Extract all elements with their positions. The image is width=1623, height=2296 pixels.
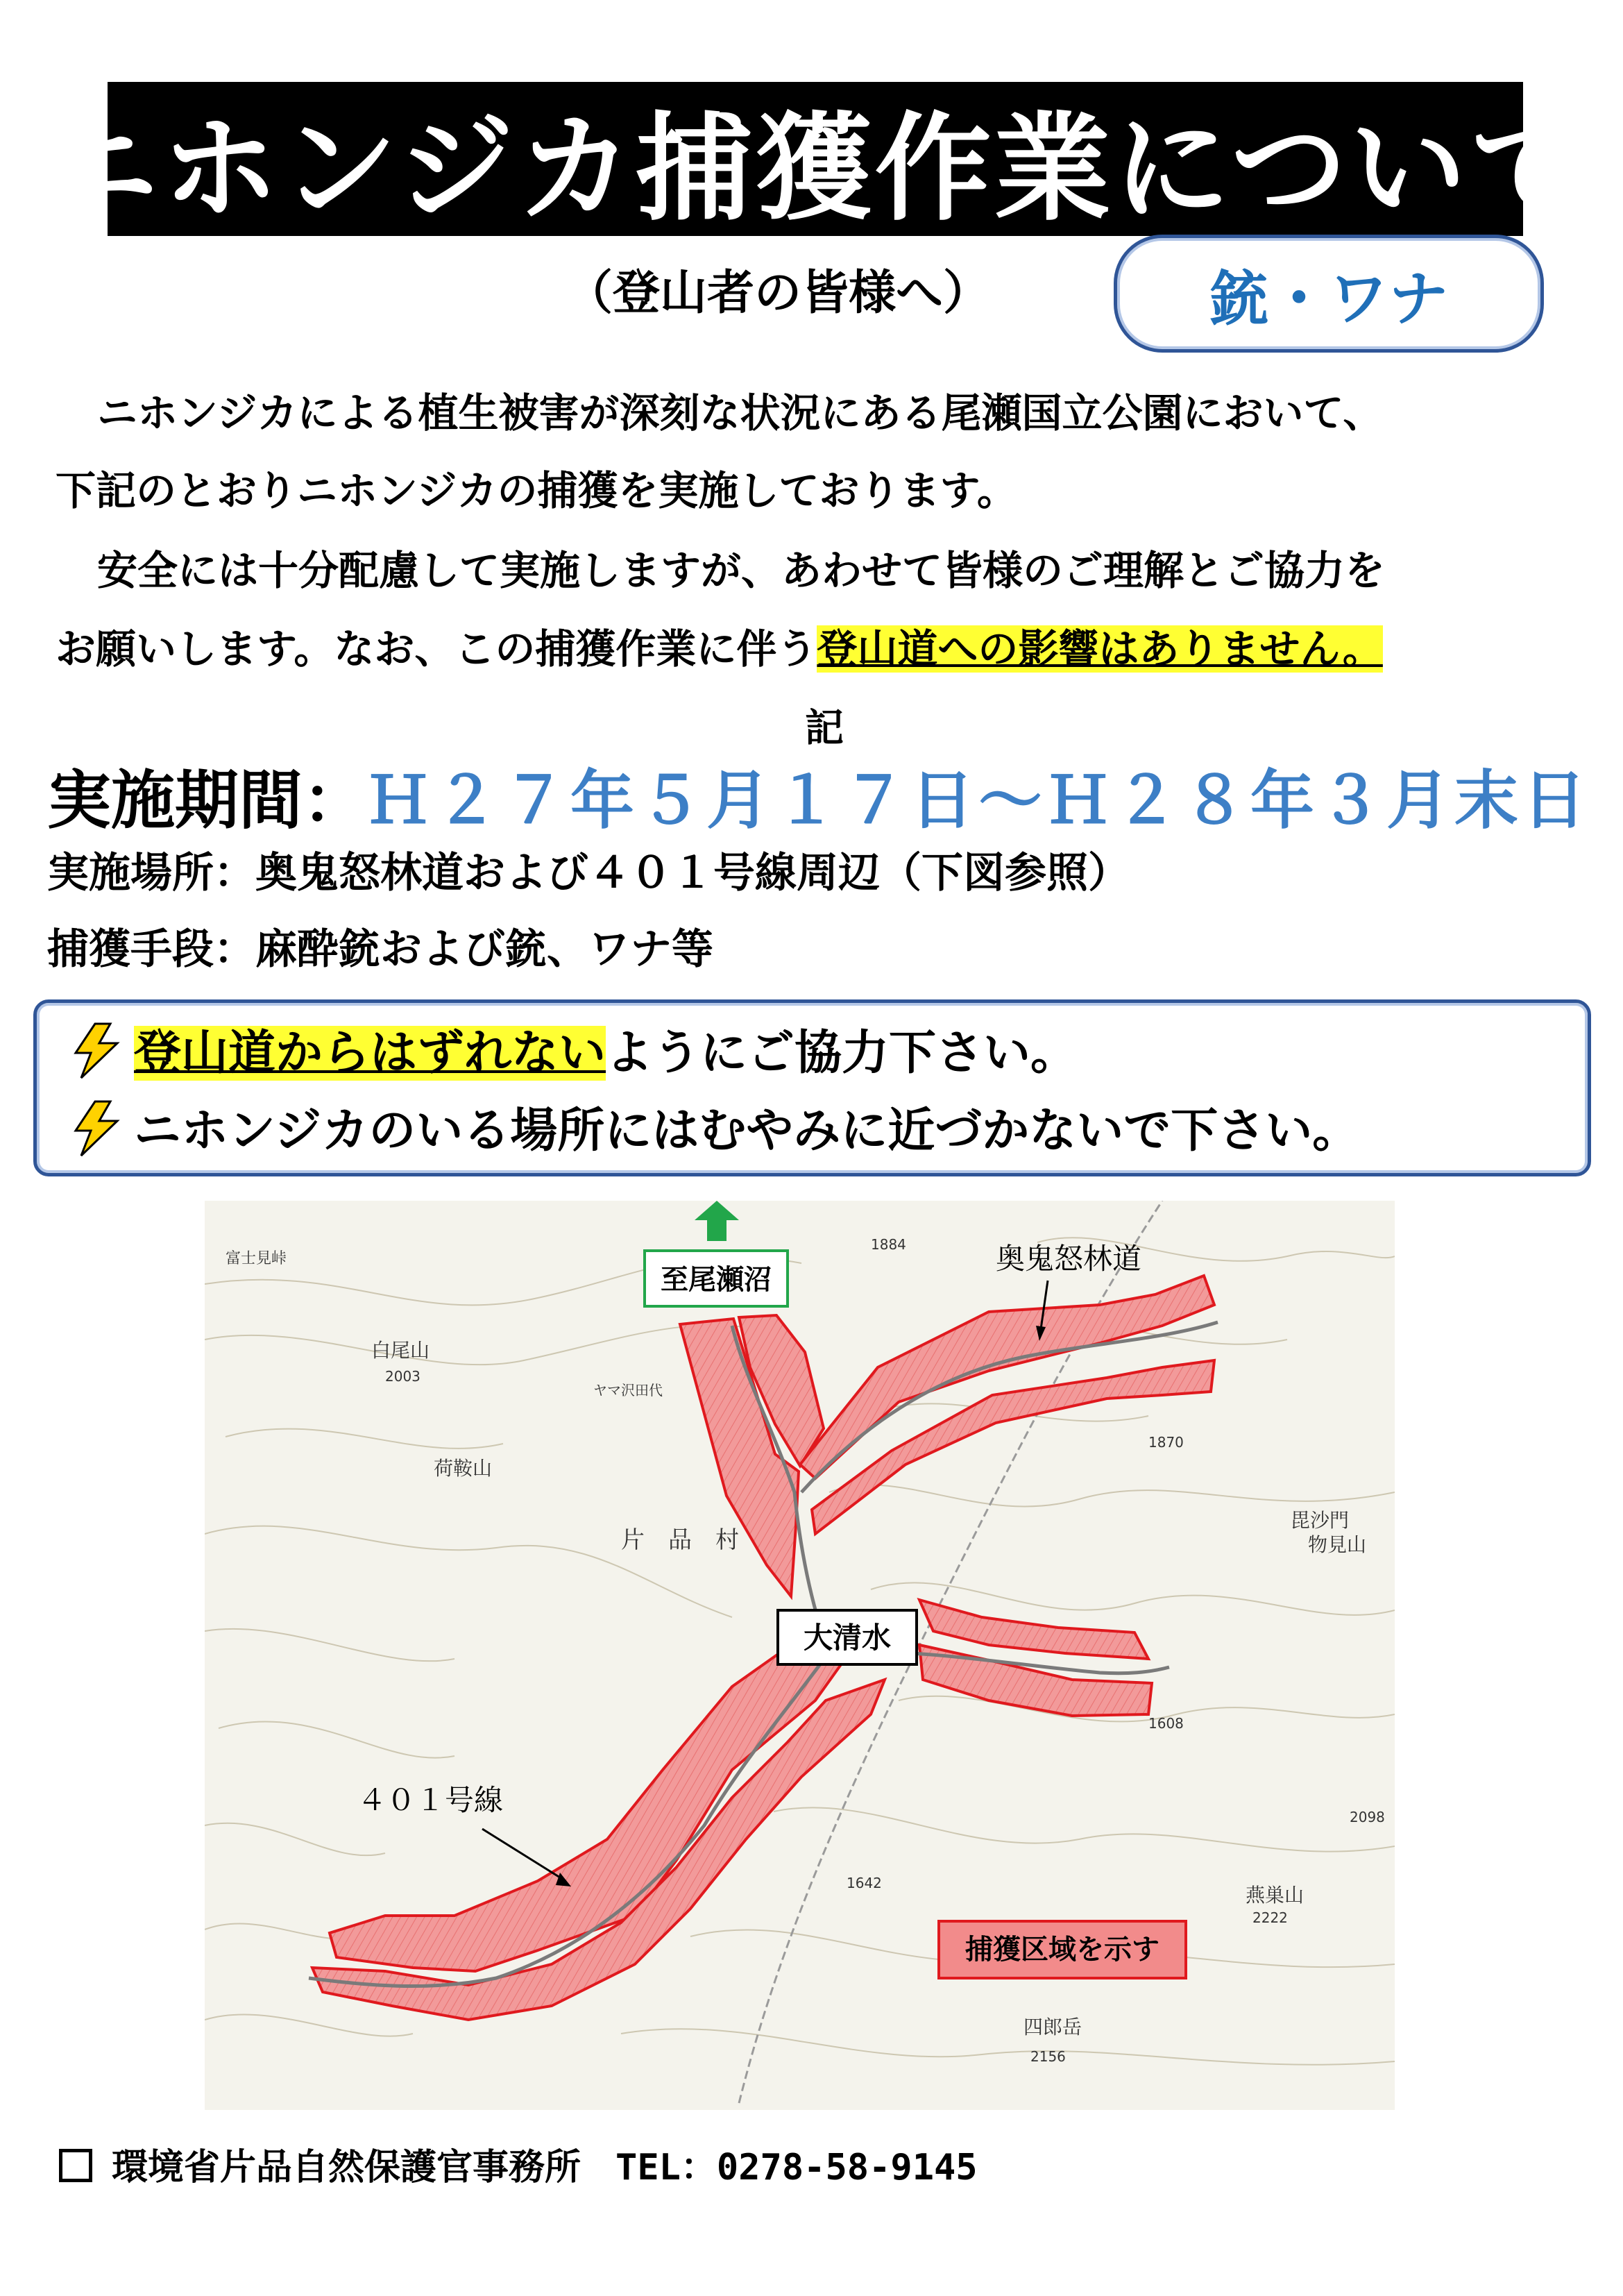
intro-line-4 <box>56 616 1383 675</box>
office-tel: TEL：0278-58-9145 <box>615 2147 978 2188</box>
method-badge: 銃・ワナ <box>1114 235 1544 353</box>
intro-line-4-text: お願いします。なお、この捕獲作業に伴う <box>56 625 817 673</box>
place-tsubakura: 燕巣山 <box>1246 1884 1305 1907</box>
period-line <box>47 750 1590 841</box>
method-line: 捕獲手段：麻酔銃および銃、ワナ等 <box>47 925 713 974</box>
capture-area-map <box>205 1201 1395 2110</box>
ki-heading: 記 <box>805 706 844 751</box>
elev-2003: 2003 <box>385 1368 420 1385</box>
label-oze: 至尾瀬沼 <box>661 1264 772 1296</box>
place-yamasawa: ヤマ沢田代 <box>593 1382 663 1399</box>
location-line: 実施場所：奥鬼怒林道および４０１号線周辺（下図参照） <box>47 849 1130 897</box>
period-value: Ｈ２７年５月１７日～Ｈ２８年３月末日 <box>366 763 1591 838</box>
notice-box <box>33 999 1591 1176</box>
trail-no-impact-highlight: 登山道への影響はありません。 <box>817 625 1383 673</box>
footer <box>59 2138 978 2190</box>
intro-line-3: 安全には十分配慮して実施しますが、あわせて皆様のご理解とご協力を <box>97 547 1386 594</box>
elev-1608: 1608 <box>1148 1715 1184 1732</box>
place-shirao: 白尾山 <box>371 1339 430 1362</box>
elev-2156: 2156 <box>1030 2048 1066 2065</box>
notice-line-2: ニホンジカのいる場所にはむやみに近づかないで下さい。 <box>134 1104 1360 1158</box>
page-title: ニホンジカ捕獲作業について <box>108 82 1523 236</box>
stay-on-trail-highlight: 登山道からはずれない <box>134 1026 606 1081</box>
checkbox-square-icon <box>59 2149 92 2182</box>
lightning-icon <box>71 1100 121 1157</box>
place-nigura: 荷鞍山 <box>434 1457 493 1480</box>
label-oze-box <box>645 1251 788 1306</box>
elev-1884: 1884 <box>871 1236 906 1253</box>
legend <box>939 1921 1186 1978</box>
place-fujimi: 富士見峠 <box>226 1250 287 1267</box>
elev-2098: 2098 <box>1350 1809 1385 1825</box>
legend-label: 捕獲区域を示す <box>965 1934 1159 1966</box>
subtitle: （登山者の皆様へ） <box>566 266 991 321</box>
office-name: 環境省片品自然保護官事務所 <box>112 2147 581 2188</box>
place-monomi: 物見山 <box>1308 1533 1367 1556</box>
elev-1642: 1642 <box>847 1875 882 1891</box>
label-okukinu: 奥鬼怒林道 <box>995 1242 1142 1276</box>
period-label: 実施期間： <box>47 763 367 838</box>
notice-line-1-rest: ようにご協力下さい。 <box>606 1026 1078 1081</box>
place-shiro: 四郎岳 <box>1023 2016 1082 2038</box>
intro-line-1: ニホンジカによる植生被害が深刻な状況にある尾瀬国立公園において、 <box>97 389 1384 437</box>
label-oshimizu-box <box>778 1610 917 1664</box>
lightning-icon <box>71 1022 121 1079</box>
label-route401: ４０１号線 <box>357 1783 504 1817</box>
elev-2222: 2222 <box>1252 1909 1288 1926</box>
place-katashina: 片 品 村 <box>621 1526 739 1554</box>
place-bishamon: 毘沙門 <box>1291 1509 1350 1532</box>
elev-1870: 1870 <box>1148 1434 1184 1451</box>
label-oshimizu: 大清水 <box>803 1621 892 1655</box>
notice-line-1 <box>134 1015 1078 1083</box>
intro-line-2: 下記のとおりニホンジカの捕獲を実施しております。 <box>56 467 1017 514</box>
